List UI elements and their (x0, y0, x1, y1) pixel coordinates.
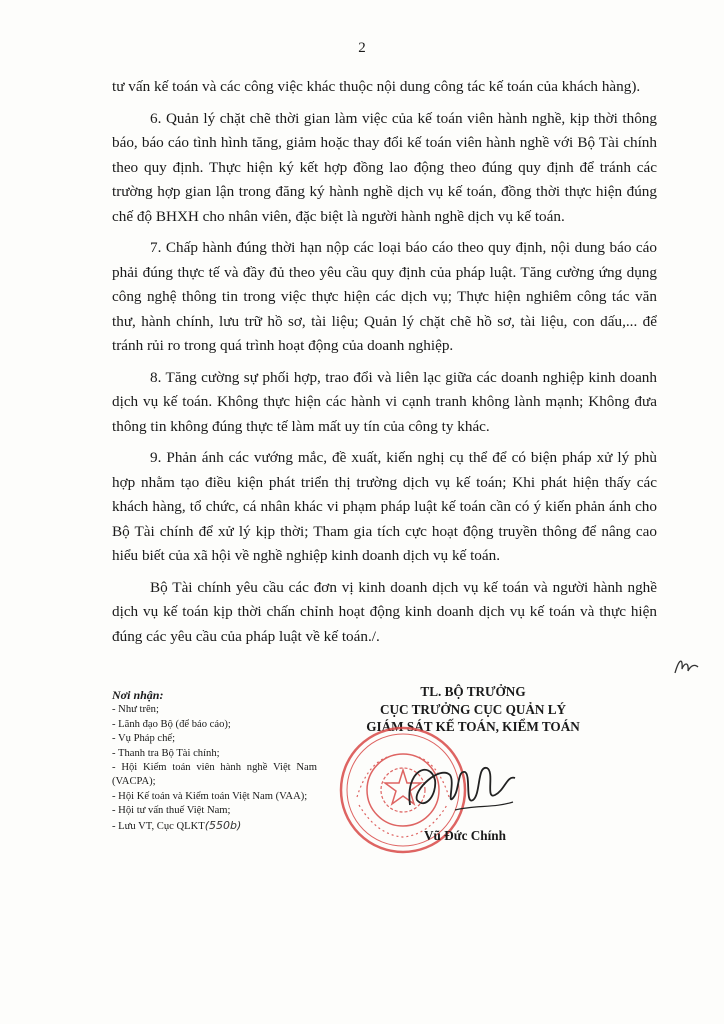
paragraph-continuation: tư vấn kế toán và các công việc khác thuộc nội dung công tác kế toán của khách hàng). (112, 78, 641, 95)
recipients-heading: Nơi nhận: (112, 688, 164, 702)
document-body (112, 75, 657, 656)
recipient-item: - Như trên; (112, 704, 159, 716)
recipient-item: - Thanh tra Bộ Tài chính; (112, 747, 220, 759)
page-number: 2 (358, 40, 366, 56)
signature-position: CỤC TRƯỞNG CỤC QUẢN LÝ (379, 701, 567, 717)
paragraph-item-9: 9. Phản ánh các vướng mắc, đề xuất, kiến nghị cụ thể để có biện pháp xử lý phù hợp nhằm tạo điều kiện phát triển thị trường dịch vụ kế toán; Khi phát hiện thấy các khách hàng, tổ chức, cá nhân khác vi phạm pháp luật kế toán cần có ý kiến phản ánh cho Bộ Tài chính để xử lý kịp thời; Tham gia tích cực hoạt động truyền thông để nâng cao hiểu biết của xã hội về nghề nghiệp kinh doanh dịch vụ kế toán. (112, 449, 657, 564)
recipient-item-archive (112, 819, 317, 834)
handwritten-note: (550b) (204, 818, 242, 832)
handwritten-initial-icon (671, 655, 701, 677)
handwritten-signature-icon (395, 750, 525, 830)
recipient-item: - Vụ Pháp chế; (112, 733, 176, 745)
signature-title: TL. BỘ TRƯỞNG (420, 684, 526, 699)
recipients-block (112, 688, 317, 834)
paragraph-item-6: 6. Quản lý chặt chẽ thời gian làm việc của kế toán viên hành nghề, kịp thời thông báo, báo cáo tình hình tăng, giảm hoặc thay đổi kế toán viên hành nghề với Bộ Tài chính theo quy định. Thực hiện ký kết hợp đồng lao động theo đúng quy định để tránh các trường hợp gian lận trong đăng ký hành nghề dịch vụ kế toán, đồng thời thực hiện đúng chế độ BHXH cho nhân viên, đặc biệt là người hành nghề dịch vụ kế toán. (112, 109, 657, 225)
signature-department: GIÁM SÁT KẾ TOÁN, KIỂM TOÁN (366, 719, 580, 734)
paragraph-closing: Bộ Tài chính yêu cầu các đơn vị kinh doanh dịch vụ kế toán và người hành nghề dịch vụ kế toán kịp thời chấn chỉnh hoạt động kinh doanh dịch vụ kế toán và thực hiện đúng các yêu cầu của pháp luật về kế toán./. (112, 578, 657, 645)
recipient-item: - Hội Kiểm toán viên hành nghề Việt Nam (VACPA); (112, 762, 317, 788)
archive-label: - Lưu VT, Cục QLKT (112, 820, 205, 832)
recipient-item: - Hội tư vấn thuế Việt Nam; (112, 805, 231, 817)
recipients-list (112, 703, 317, 834)
paragraph-item-8: 8. Tăng cường sự phối hợp, trao đổi và liên lạc giữa các doanh nghiệp kinh doanh dịch vụ kế toán. Không thực hiện các hành vi cạnh tranh không lành mạnh; Không đưa thông tin không đúng thực tế làm mất uy tín của công ty khác. (112, 368, 657, 435)
signer-name: Vũ Đức Chính (424, 828, 506, 843)
recipient-item: - Lãnh đạo Bộ (để báo cáo); (112, 718, 231, 730)
paragraph-item-7: 7. Chấp hành đúng thời hạn nộp các loại báo cáo theo quy định, nội dung báo cáo phải đúng thực tế và đầy đủ theo yêu cầu quy định của pháp luật. Tăng cường ứng dụng công nghệ thông tin trong việc thực hiện các dịch vụ; Thực hiện nghiêm công tác văn thư, hành chính, lưu trữ hồ sơ, tài liệu; Quản lý chặt chẽ hồ sơ, tài liệu, con dấu,... để tránh rủi ro trong quá trình hoạt động của doanh nghiệp. (112, 239, 657, 354)
recipient-item: - Hội Kế toán và Kiểm toán Việt Nam (VAA); (112, 790, 308, 802)
